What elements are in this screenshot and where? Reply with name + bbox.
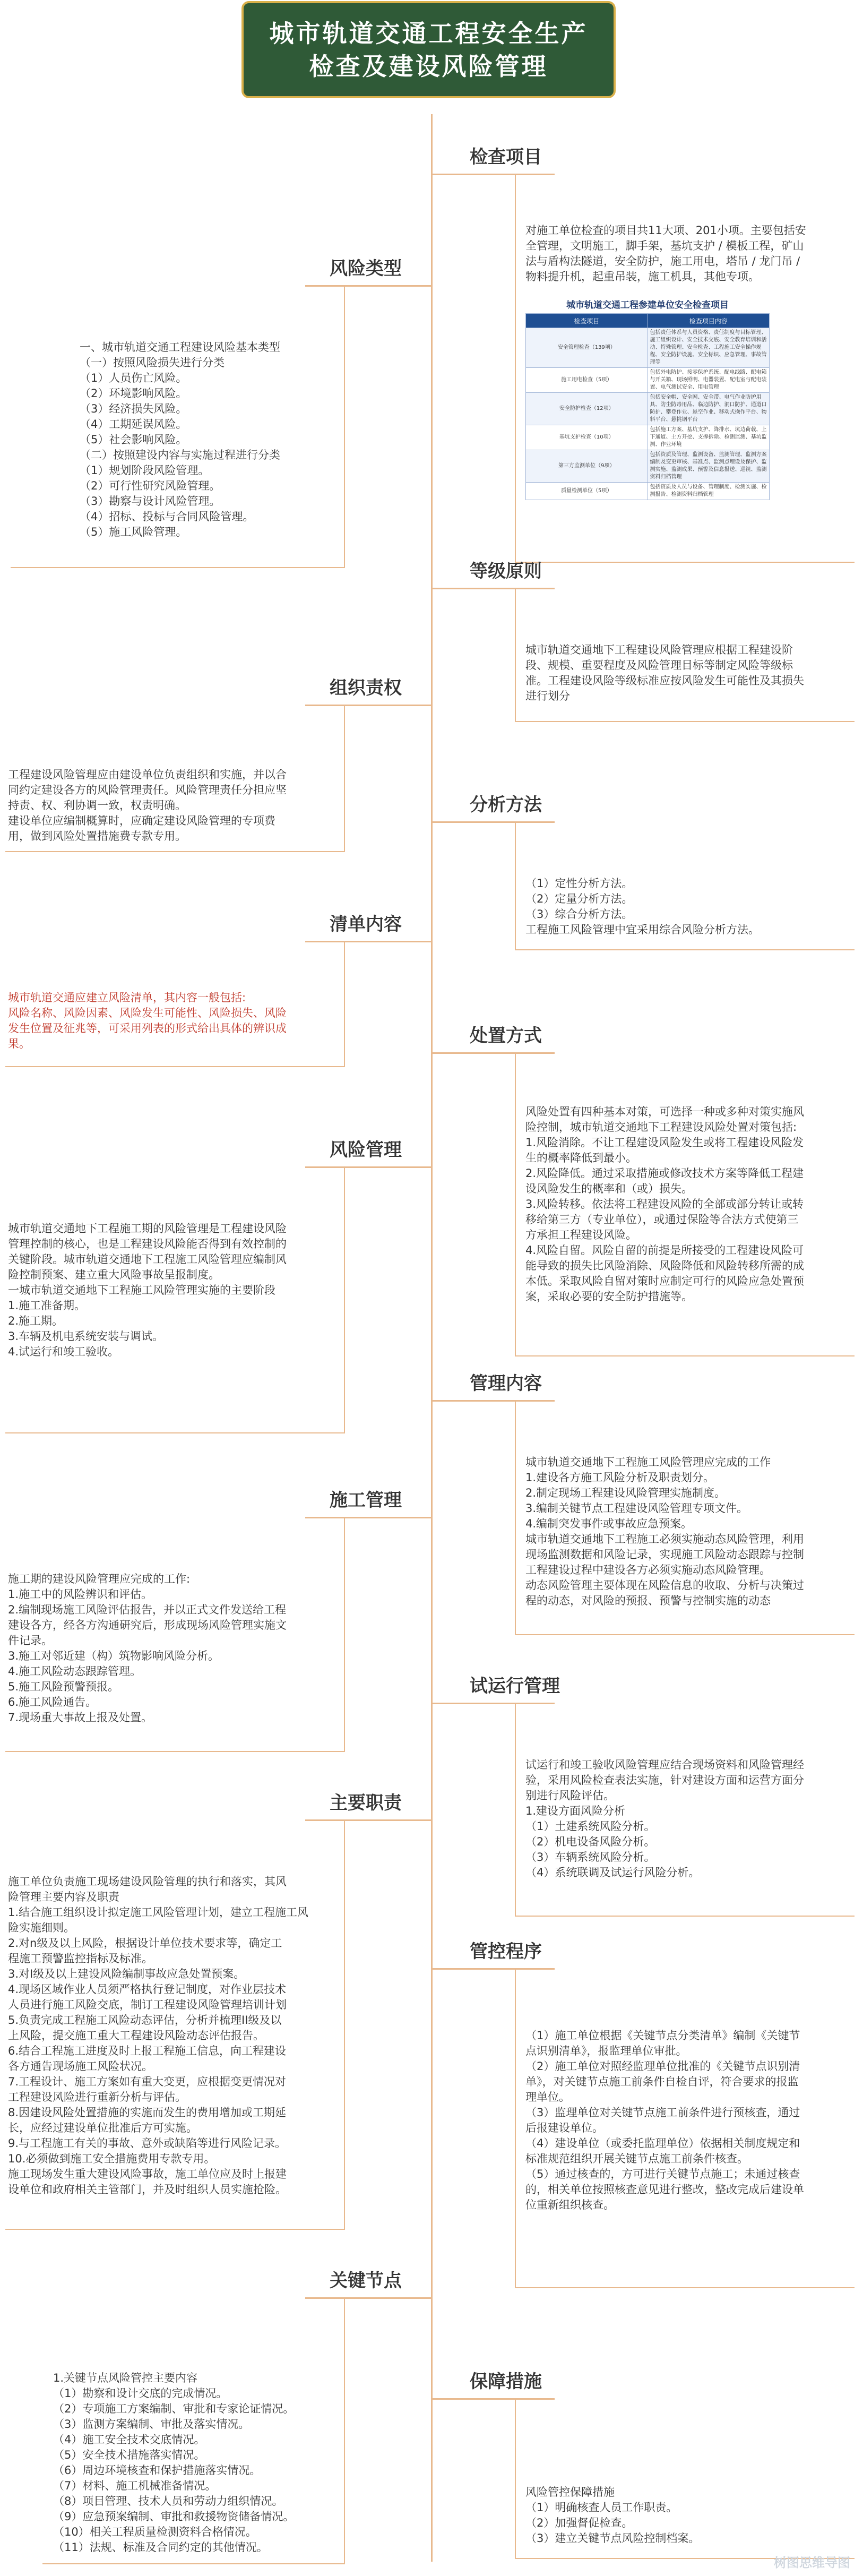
branch-fenxifangfa: 分析方法 xyxy=(433,786,555,823)
text-fengxianleixing: 一、城市轨道交通工程建设风险基本类型 （一）按照风险损失进行分类 （1）人员伤亡风险。 （2）环境影响风险。 （3）经济损失风险。 （4）工期延误风险。 （5）社会影响风险。 （二）按照建设内容与实施过程进行分类 （1）规划阶段风险管理。 （2）可行性研究风险管理。 （3）勘察与设计风险管理。 （4）招标、投标与合同风险管理。 （5）施工风险管理。 xyxy=(80,341,280,538)
table-title: 城市轨道交通工程参建单位安全检查项目 xyxy=(566,300,729,311)
branch-shigongguanli: 施工管理 xyxy=(305,1481,431,1518)
text-jianchaxiangmu: 对施工单位检查的项目共11大项、201小项。主要包括安 全管理，文明施工，脚手架，基坑支护 / 模板工程，矿山 法与盾构法隧道，安全防护，施工用电，塔吊 / 龙门吊 / 物料提升机，起重吊装，施工机具，其他专项。 xyxy=(525,224,806,283)
text-guanlineirong: 城市轨道交通地下工程施工风险管理应完成的工作 1.建设各方施工风险分析及职责划分。 2.制定现场工程建设风险管理实施制度。 3.编制关键节点工程建设风险管理专项文件。 4.编制突发事件或事故应急预案。 城市轨道交通地下工程施工必须实施动态风险管理，利用 现场监测数据和风险记录，实现施工风险动态跟踪与控制 工程建设过程中建设各方必须实施动态风险管理。 动态风险管理主要体现在风险信息的收取、分析与决策过 程的动态，对风险的预报、预警与控制实施的动态 xyxy=(525,1456,804,1607)
text-qingdanneirong: 城市轨道交通应建立风险清单，其内容一般包括: 风险名称、风险因素、风险发生可能性、风险损失、风险 发生位置及征兆等，可采用列表的形式给出具体的辨识成 果。 xyxy=(8,991,287,1050)
branch-jianchaxiangmu: 检查项目 xyxy=(433,138,555,175)
branch-shiyunxingguanli: 试运行管理 xyxy=(433,1667,555,1704)
central-spine xyxy=(431,114,433,2562)
branch-fengxianleixing: 风险类型 xyxy=(305,250,431,287)
text-shigongguanli: 施工期的建设风险管理应完成的工作: 1.施工中的风险辨识和评估。 2.编制现场施工风险评估报告，并以正式文件发送给工程 建设各方，经各方沟通研究后，形成现场风险管理实施文 件记录。 3.施工对邻近建（构）筑物影响风险分析。 4.施工风险动态跟踪管理。 5.施工风险预警预报。 6.施工风险通告。 7.现场重大事故上报及处置。 xyxy=(8,1573,287,1724)
branch-baozhangcuoshi: 保障措施 xyxy=(433,2363,555,2400)
text-zuzhizequan: 工程建设风险管理应由建设单位负责组织和实施，并以合 同约定建设各方的风险管理责任。风险管理责任分担应坚 持责、权、利协调一致，权责明确。 建设单位应编制概算时，应确定建设风险管理的专项费 用，做到风险处置措施费专款专用。 xyxy=(8,768,287,843)
text-chuzhifangshi: 风险处置有四种基本对策，可选择一种或多种对策实施风 险控制，城市轨道交通地下工程建设风险处置对策包括: 1.风险消除。不让工程建设风险发生或将工程建设风险发 生的概率降低到最小。 2.风险降低。通过采取措施或修改技术方案等降低工程建 设风险发生的概率和（或）损失。 3.风险转移。依法将工程建设风险的全部或部分转让或转 移给第三方（专业单位），或通过保险等合法方式使第三 方承担工程建设风险。 4.风险自留。风险自留的前提是所接受的工程建设风险可 能导致的损失比风险消除、风险降低和风险转移所需的成 本低。采取风险自留对策时应制定可行的风险应急处置预 案，采取必要的安全防护措施等。 xyxy=(525,1105,804,1303)
table-row: 基坑支护检查（10项） 包括施工方案、基坑支护、降排水、坑边荷载、上下通道、土方开挖、支撑拆除、检测监测、基坑监测、作业环境 xyxy=(526,425,770,450)
text-dengjiyuanze: 城市轨道交通地下工程建设风险管理应根据工程建设阶 段、规模、重要程度及风险管理目标等制定风险等级标 准。工程建设风险等级标准应按风险发生可能性及其损失 进行划分 xyxy=(525,643,804,702)
branch-guanjianchengxu: 管控程序 xyxy=(433,1933,555,1970)
branch-chuzhifangshi: 处置方式 xyxy=(433,1017,555,1054)
root-title-line1: 城市轨道交通工程安全生产 xyxy=(269,19,588,48)
text-fengxianguanli: 城市轨道交通地下工程施工期的风险管理是工程建设风险 管理控制的核心，也是工程建设风险能否得到有效控制的 关键阶段。城市轨道交通地下工程施工风险管理应编制风 险控制预案、建立重大风险事故呈报制度。 一城市轨道交通地下工程施工风险管理实施的主要阶段 1.施工准备期。 2.施工期。 3.车辆及机电系统安装与调试。 4.试运行和竣工验收。 xyxy=(8,1222,287,1358)
branch-qingdanneirong: 清单内容 xyxy=(305,905,431,942)
text-fenxifangfa: （1）定性分析方法。 （2）定量分析方法。 （3）综合分析方法。 工程施工风险管理中宜采用综合风险分析方法。 xyxy=(525,877,760,936)
text-guanjianjiedian: 1.关键节点风险管控主要内容 （1）勘察和设计交底的完成情况。 （2）专项施工方案编制、审批和专家论证情况。 （3）监测方案编制、审批及落实情况。 （4）施工安全技术交底情况。 （5）安全技术措施落实情况。 （6）周边环境核查和保护措施落实情况。 （7）材料、施工机械准备情况。 （8）项目管理、技术人员和劳动力组织情况。 （9）应急预案编制、审批和救援物资储备情况。 （10）相关工程质量检测资料合格情况。 （11）法规、标准及合同约定的其他情况。 xyxy=(53,2372,295,2554)
table-row: 第三方监测单位（9项） 包括资质及管理、监测设备、监测管理、监测方案编制及变更审核、基准点、监测点埋设及保护、监测实施、监测成果、预警及信息报送、巡视、监测资料归档管理 xyxy=(526,450,770,483)
branch-zhuyaozhize: 主要职责 xyxy=(305,1784,431,1821)
branch-guanjianjiedian: 关键节点 xyxy=(305,2262,431,2299)
inspection-table xyxy=(525,297,770,552)
table-row: 安全防护检查（12项） 包括安全帽、安全网、安全带、电气作业防护用具、防尘防毒用品、临边防护、洞口防护、通道口防护、攀登作业、悬空作业、移动式操作平台、物料平台、悬挑钢平台 xyxy=(526,393,770,425)
watermark: 树图思维导图 xyxy=(774,2555,850,2570)
branch-zuzhizequan: 组织责权 xyxy=(305,669,431,706)
text-shiyunxingguanli: 试运行和竣工验收风险管理应结合现场资料和风险管理经 验，采用风险检查表法实施，针对建设方面和运营方面分 别进行风险评估。 1.建设方面风险分析 （1）土建系统风险分析。 （2）机电设备风险分析。 （3）车辆系统风险分析。 （4）系统联调及试运行风险分析。 xyxy=(525,1758,804,1879)
table-header-0: 检查项目 xyxy=(526,314,648,328)
table-row: 安全管理检查（139项） 包括责任体系与人员资格、责任制度与目标管理、施工组织设计、安全技术交底、安全教育培训和活动、特殊管理、安全检查、工程施工安全操作规程、安全防护设施、安全标识、应急管理、事故管理等 xyxy=(526,328,770,368)
text-guanjianchengxu: （1）施工单位根据《关键节点分类清单》编制《关键节 点识别清单》，报监理单位审批。 （2）施工单位对照经监理单位批准的《关键节点识别清 单》，对关键节点施工前条件自检自评，符合要求的报监 理单位。 （3）监理单位对关键节点施工前条件进行预核查，通过 后报建设单位。 （4）建设单位（或委托监理单位）依据相关制度规定和 标准规范组织开展关键节点施工前条件核查。 （5）通过核查的，方可进行关键节点施工；未通过核查 的，相关单位按照核查意见进行整改，整改完成后建设单 位重新组织核查。 xyxy=(525,2029,804,2211)
table-row: 质量检测单位（5项） 包括资质及人员与设备、管理制度、检测实施、检测报告、检测资料归档管理 xyxy=(526,483,770,500)
branch-fengxianguanli: 风险管理 xyxy=(305,1131,431,1168)
table-row: 施工用电检查（5项） 包括外电防护、接零保护系统、配电线路、配电箱与开关箱、现场照明、电器装置、配电室与配电装置、电气测试安全、用电管理 xyxy=(526,368,770,393)
root-title-line2: 检查及建设风险管理 xyxy=(309,51,548,81)
table-header-1: 检查项目内容 xyxy=(648,314,770,328)
text-baozhangcuoshi: 风险管控保障措施 （1）明确核查人员工作职责。 （2）加强督促检查。 （3）建立关键节点风险控制档案。 xyxy=(525,2486,700,2545)
root-title xyxy=(241,1,616,98)
branch-dengjiyuanze: 等级原则 xyxy=(433,552,555,589)
text-zhuyaozhize: 施工单位负责施工现场建设风险管理的执行和落实，其风 险管理主要内容及职责 1.结合施工组织设计拟定施工风险管理计划，建立工程施工风 险实施细则。 2.对n级及以上风险，根据设计单位技术要求等，确定工 程施工预警监控指标及标准。 3.对I级及以上建设风险编制事故应急处置预案。 4.现场区域作业人员须严格执行登记制度，对作业层技术 人员进行施工风险交底，制订工程建设风险管理培训计划 5.负责完成工程施工风险动态评估，分析并梳理II级及以 上风险，提交施工重大工程建设风险动态评估报告。 6.结合工程施工进度及时上报工程施工信息，向工程建设 各方通告现场施工风险状况。 7.工程设计、施工方案如有重大变更，应根据变更情况对 工程建设风险进行重新分析与评估。 8.因建设风险处置措施的实施而发生的费用增加或工期延 长，应经过建设单位批准后方可实施。 9.与工程施工有关的事故、意外或缺陷等进行风险记录。 10.必须做到施工安全措施费用专款专用。 施工现场发生重大建设风险事故，施工单位应及时上报建 设单位和政府相关主管部门，并及时组织人员实施抢险。 xyxy=(8,1875,309,2196)
inspection-table-grid xyxy=(525,313,770,500)
branch-guanlineirong: 管理内容 xyxy=(433,1364,555,1402)
